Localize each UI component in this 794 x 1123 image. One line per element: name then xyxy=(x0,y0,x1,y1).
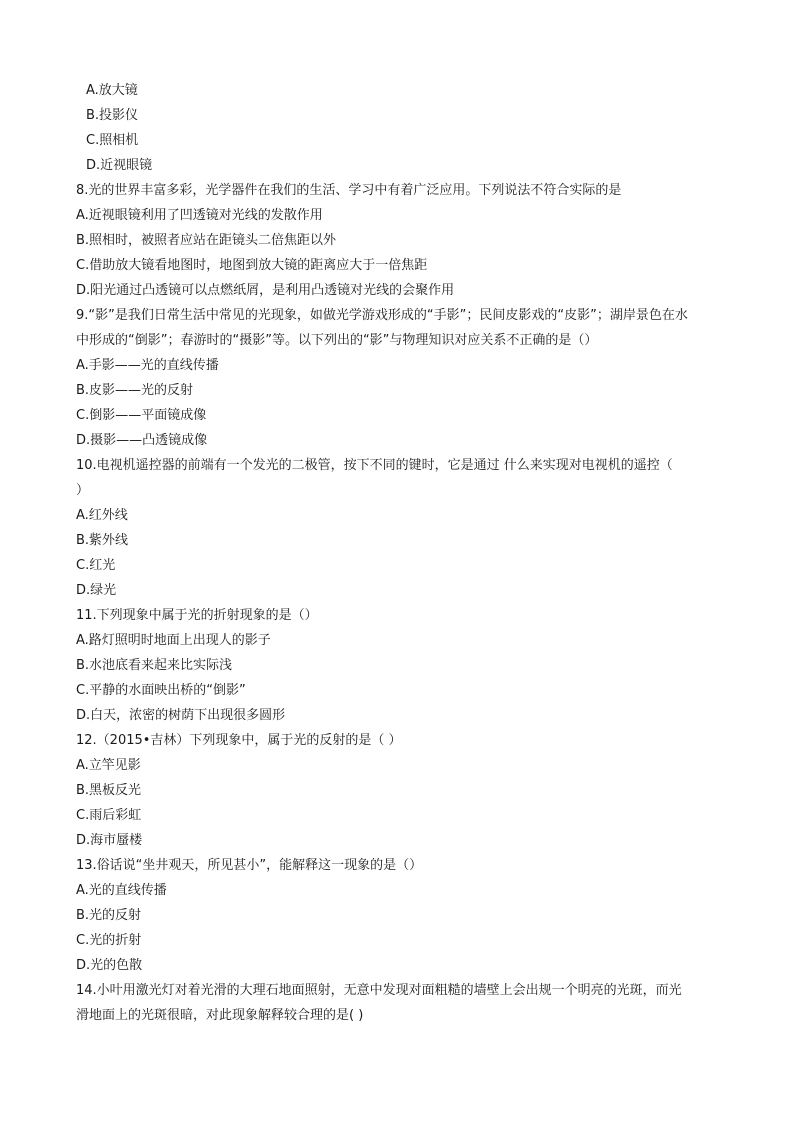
q12-option-c: C.雨后彩虹 xyxy=(76,808,142,823)
q10-option-b: B.紫外线 xyxy=(76,533,129,548)
q11-stem: 11.下列现象中属于光的折射现象的是（） xyxy=(76,608,318,623)
document-page xyxy=(76,78,720,1028)
q13-option-d: D.光的色散 xyxy=(76,958,143,973)
q7-option-c: C.照相机 xyxy=(86,133,139,148)
q11-option-d: D.白天，浓密的树荫下出现很多圆形 xyxy=(76,708,286,723)
q7-option-d: D.近视眼镜 xyxy=(86,158,153,173)
q11-option-c: C.平静的水面映出桥的“倒影” xyxy=(76,683,246,698)
q13-option-a: A.光的直线传播 xyxy=(76,883,167,898)
q10-option-d: D.绿光 xyxy=(76,583,117,598)
q13-option-c: C.光的折射 xyxy=(76,933,142,948)
q12-stem: 12.（2015•吉林）下列现象中，属于光的反射的是（ ） xyxy=(76,733,402,748)
q10-option-c: C.红光 xyxy=(76,558,116,573)
q9-stem-line2: 中形成的“倒影”；春游时的“摄影”等。以下列出的“影”与物理知识对应关系不正确的是（） xyxy=(76,333,598,348)
q7-option-b: B.投影仪 xyxy=(86,108,139,123)
q9-option-c: C.倒影——平面镜成像 xyxy=(76,408,207,423)
q9-option-b: B.皮影——光的反射 xyxy=(76,383,194,398)
q9-stem-line1: 9.“影”是我们日常生活中常见的光现象，如做光学游戏形成的“手影”；民间皮影戏的“皮影”；湖岸景色在水 xyxy=(76,308,688,323)
q13-option-b: B.光的反射 xyxy=(76,908,142,923)
q11-option-b: B.水池底看来起来比实际浅 xyxy=(76,658,233,673)
q8-option-b: B.照相时，被照者应站在距镜头二倍焦距以外 xyxy=(76,233,337,248)
q7-option-a: A.放大镜 xyxy=(86,83,138,98)
q10-stem-line2: ） xyxy=(76,483,90,498)
q9-option-d: D.摄影——凸透镜成像 xyxy=(76,433,208,448)
q12-option-a: A.立竿见影 xyxy=(76,758,141,773)
q14-stem-line2: 滑地面上的光斑很暗，对此现象解释较合理的是( ) xyxy=(76,1008,364,1023)
q12-option-b: B.黑板反光 xyxy=(76,783,142,798)
q8-option-c: C.借助放大镜看地图时，地图到放大镜的距离应大于一倍焦距 xyxy=(76,258,428,273)
q8-stem: 8.光的世界丰富多彩，光学器件在我们的生活、学习中有着广泛应用。下列说法不符合实际的是 xyxy=(76,183,622,198)
q10-stem-line1: 10.电视机遥控器的前端有一个发光的二极管，按下不同的键时，它是通过 什么来实现对电视机的遥控（ xyxy=(76,458,673,473)
q14-stem-line1: 14.小叶用激光灯对着光滑的大理石地面照射，无意中发现对面粗糙的墙壁上会出规一个明亮的光斑，而光 xyxy=(76,983,682,998)
q9-option-a: A.手影——光的直线传播 xyxy=(76,358,219,373)
q10-option-a: A.红外线 xyxy=(76,508,128,523)
q11-option-a: A.路灯照明时地面上出现人的影子 xyxy=(76,633,271,648)
q8-option-a: A.近视眼镜利用了凹透镜对光线的发散作用 xyxy=(76,208,323,223)
q12-option-d: D.海市蜃楼 xyxy=(76,833,143,848)
q8-option-d: D.阳光通过凸透镜可以点燃纸屑，是利用凸透镜对光线的会聚作用 xyxy=(76,283,455,298)
q13-stem: 13.俗话说“坐井观天，所见甚小”，能解释这一现象的是（） xyxy=(76,858,423,873)
